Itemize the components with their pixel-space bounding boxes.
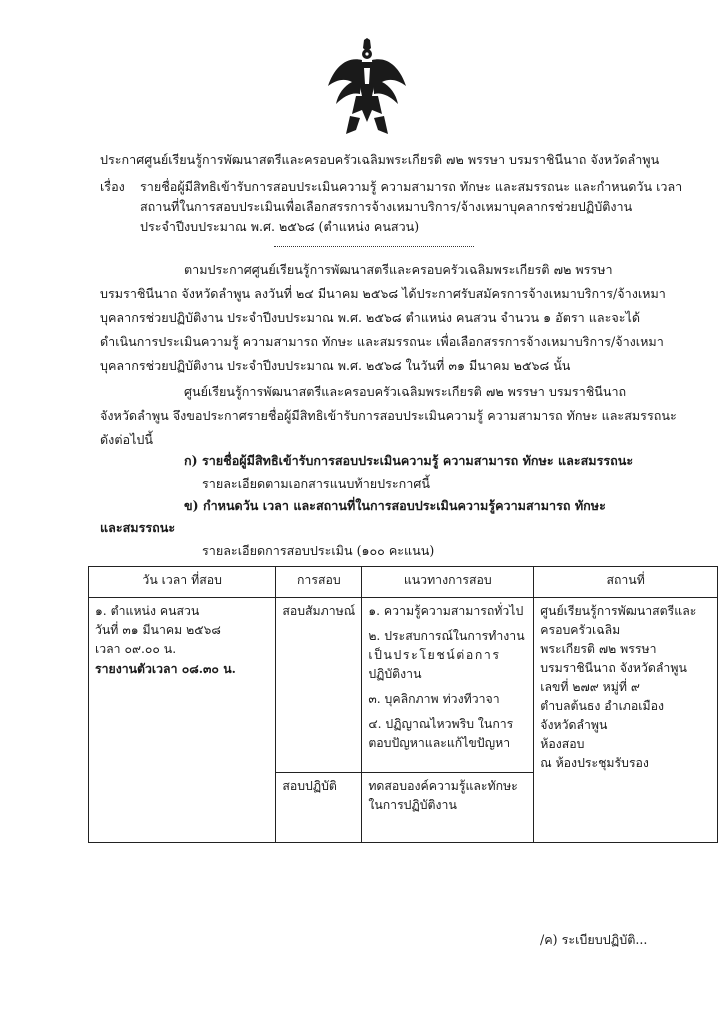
section-a-detail: รายละเอียดตามเอกสารแนบท้ายประกาศนี้	[202, 476, 430, 491]
exam-schedule-table	[88, 566, 718, 843]
paragraph-line: ดังต่อไปนี้	[100, 432, 154, 447]
subject-text	[140, 177, 683, 237]
guideline-item: เป็นประโยชน์ต่อการ	[368, 648, 501, 662]
paragraph-line: จังหวัดลำพูน จึงขอประกาศรายชื่อผู้มีสิทธิเข้ารับการสอบประเมินความรู้ ความสามารถ ทักษะ และสมรรถนะ	[100, 408, 677, 423]
column-header: การสอบ	[276, 567, 362, 598]
exam-type-cell	[276, 773, 362, 843]
location-line: พระเกียรติ ๗๒ พรรษา	[540, 642, 657, 656]
dotted-divider	[274, 246, 474, 247]
exam-type-practical: สอบปฏิบัติ	[282, 779, 337, 794]
section-a-title: ก) รายชื่อผู้มีสิทธิเข้ารับการสอบประเมินความรู้ ความสามารถ ทักษะ และสมรรถนะ	[184, 453, 634, 468]
location-line: ครอบครัวเฉลิม	[540, 623, 621, 637]
location-line: ห้องสอบ	[540, 737, 585, 751]
table-header-row	[89, 567, 718, 598]
table-row	[89, 598, 718, 773]
section-b-title-cont: และสมรรถนะ	[100, 520, 176, 535]
exam-type-interview: สอบสัมภาษณ์	[282, 604, 356, 618]
schedule-line: ๑. ตำแหน่ง คนสวน	[95, 604, 200, 618]
guideline-item: ๑. ความรู้ความสามารถทั่วไป	[368, 604, 524, 618]
guideline-item: ทดสอบองค์ความรู้และทักษะ	[368, 779, 518, 794]
location-line: จังหวัดลำพูน	[540, 718, 608, 732]
location-line: เลขที่ ๒๗๙ หมู่ที่ ๙	[540, 680, 640, 694]
guideline-item: ปฏิบัติงาน	[368, 667, 422, 681]
subject-line: ประจำปีงบประมาณ พ.ศ. ๒๕๖๘ (ตำแหน่ง คนสวน)	[140, 219, 420, 234]
column-header: วัน เวลา ที่สอบ	[89, 567, 276, 598]
location-line: ตำบลต้นธง อำเภอเมือง	[540, 699, 664, 713]
column-header: สถานที่	[534, 567, 718, 598]
continuation-note: /ค) ระเบียบปฏิบัติ...	[540, 932, 648, 947]
section-b-title: ข) กำหนดวัน เวลา และสถานที่ในการสอบประเมินความรู้ความสามารถ ทักษะ	[184, 498, 606, 513]
schedule-line: เวลา ๐๙.๐๐ น.	[95, 642, 177, 656]
guideline-cell	[362, 598, 534, 773]
paragraph-line: ดำเนินการประเมินความรู้ ความสามารถ ทักษะ และสมรรถนะ เพื่อเลือกสรรการจ้างเหมาบริการ/จ้างเหมา	[100, 334, 664, 349]
guideline-item: ๓. บุคลิกภาพ ท่วงทีวาจา	[368, 692, 500, 706]
paragraph-2	[100, 380, 680, 452]
guideline-item: ๒. ประสบการณ์ในการทำงาน	[368, 629, 525, 643]
location-line: ศูนย์เรียนรู้การพัฒนาสตรีและ	[540, 604, 697, 618]
guideline-item: ในการปฏิบัติงาน	[368, 798, 457, 813]
paragraph-line: บุคลากรช่วยปฏิบัติงาน ประจำปีงบประมาณ พ.ศ. ๒๕๖๘ ในวันที่ ๓๑ มีนาคม ๒๕๖๘ นั้น	[100, 358, 571, 373]
paragraph-line: ศูนย์เรียนรู้การพัฒนาสตรีและครอบครัวเฉลิมพระเกียรติ ๗๒ พรรษา บรมราชินีนาถ	[184, 384, 627, 399]
subject-label: เรื่อง	[100, 179, 125, 194]
exam-type-cell	[276, 598, 362, 773]
announcement-title: ประกาศศูนย์เรียนรู้การพัฒนาสตรีและครอบครัวเฉลิมพระเกียรติ ๗๒ พรรษา บรมราชินีนาถ จังหวัดลำพูน	[100, 152, 660, 167]
paragraph-1	[100, 258, 680, 378]
location-line: ณ ห้องประชุมรับรอง	[540, 756, 649, 770]
guideline-item: ๔. ปฏิญาณไหวพริบ ในการ	[368, 717, 514, 731]
schedule-cell	[89, 598, 276, 843]
guideline-item: ตอบปัญหาและแก้ไขปัญหา	[368, 736, 511, 750]
section-b-detail: รายละเอียดการสอบประเมิน (๑๐๐ คะแนน)	[202, 543, 435, 558]
paragraph-line: ตามประกาศศูนย์เรียนรู้การพัฒนาสตรีและครอบครัวเฉลิมพระเกียรติ ๗๒ พรรษา	[184, 262, 613, 277]
garuda-emblem	[326, 38, 408, 138]
guideline-cell	[362, 773, 534, 843]
report-time: รายงานตัวเวลา ๐๘.๓๐ น.	[95, 661, 236, 676]
paragraph-line: บรมราชินีนาถ จังหวัดลำพูน ลงวันที่ ๒๔ มีนาคม ๒๕๖๘ ได้ประกาศรับสมัครการจ้างเหมาบริการ/จ้างเหมา	[100, 286, 666, 301]
schedule-line: วันที่ ๓๑ มีนาคม ๒๕๖๘	[95, 623, 221, 637]
subject-line: รายชื่อผู้มีสิทธิเข้ารับการสอบประเมินความรู้ ความสามารถ ทักษะ และสมรรถนะ และกำหนดวัน เวลา	[140, 179, 683, 194]
paragraph-line: บุคลากรช่วยปฏิบัติงาน ประจำปีงบประมาณ พ.ศ. ๒๕๖๘ ตำแหน่ง คนสวน จำนวน ๑ อัตรา และจะได้	[100, 310, 641, 325]
location-cell	[534, 598, 718, 843]
location-line: บรมราชินีนาถ จังหวัดลำพูน	[540, 661, 687, 675]
subject-line: สถานที่ในการสอบประเมินเพื่อเลือกสรรการจ้างเหมาบริการ/จ้างเหมาบุคลากรช่วยปฏิบัติงาน	[140, 199, 633, 214]
column-header: แนวทางการสอบ	[362, 567, 534, 598]
